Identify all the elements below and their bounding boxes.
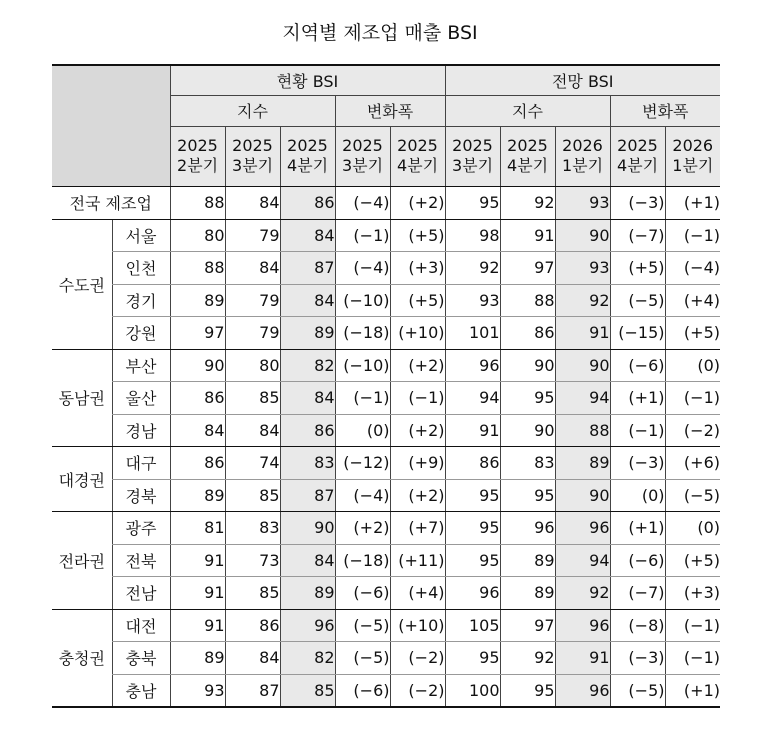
value-cell: (−5) xyxy=(335,642,390,675)
value-cell: 88 xyxy=(555,414,610,447)
value-cell: (+1) xyxy=(665,674,720,707)
value-cell: 84 xyxy=(225,186,280,219)
row-label-national: 전국 제조업 xyxy=(52,186,170,219)
value-cell: (−18) xyxy=(335,317,390,350)
value-cell: (−5) xyxy=(665,479,720,512)
period-header-current-change xyxy=(335,126,390,186)
value-cell: 84 xyxy=(170,414,225,447)
subregion-label: 경남 xyxy=(112,414,170,447)
value-cell: 87 xyxy=(280,252,335,285)
period-header-outlook-index xyxy=(500,126,555,186)
period-quarter: 4분기 xyxy=(616,156,659,175)
value-cell: (−2) xyxy=(390,642,445,675)
value-cell: 86 xyxy=(280,186,335,219)
region-label: 전라권 xyxy=(52,512,112,610)
value-cell: (+7) xyxy=(390,512,445,545)
subregion-label: 경기 xyxy=(112,284,170,317)
value-cell: (−1) xyxy=(335,219,390,252)
value-cell: (+2) xyxy=(390,414,445,447)
value-cell: (+3) xyxy=(665,577,720,610)
region-label: 대경권 xyxy=(52,447,112,512)
value-cell: 92 xyxy=(555,577,610,610)
value-cell: 84 xyxy=(280,382,335,415)
period-header-current-index xyxy=(225,126,280,186)
period-header-current-index xyxy=(280,126,335,186)
subregion-label: 광주 xyxy=(112,512,170,545)
value-cell: (−5) xyxy=(610,284,665,317)
value-cell: 74 xyxy=(225,447,280,480)
value-cell: 96 xyxy=(280,609,335,642)
period-header-outlook-index xyxy=(555,126,610,186)
value-cell: 84 xyxy=(225,642,280,675)
value-cell: 89 xyxy=(500,577,555,610)
table-row xyxy=(52,512,720,545)
value-cell: 79 xyxy=(225,284,280,317)
table-row xyxy=(52,219,720,252)
table-row xyxy=(52,479,720,512)
subregion-label: 서울 xyxy=(112,219,170,252)
period-quarter: 4분기 xyxy=(506,156,549,175)
subregion-label: 대전 xyxy=(112,609,170,642)
value-cell: (+11) xyxy=(390,544,445,577)
value-cell: (−1) xyxy=(335,382,390,415)
period-year: 2025 xyxy=(232,136,273,155)
value-cell: (−18) xyxy=(335,544,390,577)
value-cell: 91 xyxy=(170,577,225,610)
value-cell: (+1) xyxy=(665,186,720,219)
period-quarter: 3분기 xyxy=(341,156,384,175)
value-cell: (−2) xyxy=(390,674,445,707)
header-current: 현황 BSI xyxy=(170,65,445,95)
value-cell: 96 xyxy=(445,349,500,382)
value-cell: (0) xyxy=(335,414,390,447)
period-header-current-index xyxy=(170,126,225,186)
value-cell: (0) xyxy=(665,512,720,545)
value-cell: (−6) xyxy=(610,349,665,382)
value-cell: (−12) xyxy=(335,447,390,480)
value-cell: 96 xyxy=(555,609,610,642)
value-cell: 97 xyxy=(170,317,225,350)
value-cell: (+9) xyxy=(390,447,445,480)
value-cell: 83 xyxy=(225,512,280,545)
table-row xyxy=(52,447,720,480)
subregion-label: 대구 xyxy=(112,447,170,480)
value-cell: 93 xyxy=(555,252,610,285)
value-cell: 97 xyxy=(500,609,555,642)
value-cell: 82 xyxy=(280,349,335,382)
value-cell: 91 xyxy=(445,414,500,447)
value-cell: 91 xyxy=(555,317,610,350)
value-cell: 83 xyxy=(500,447,555,480)
value-cell: (−4) xyxy=(335,252,390,285)
value-cell: 95 xyxy=(445,642,500,675)
value-cell: 85 xyxy=(225,479,280,512)
subregion-label: 전남 xyxy=(112,577,170,610)
value-cell: 84 xyxy=(280,544,335,577)
value-cell: (−3) xyxy=(610,447,665,480)
value-cell: (−3) xyxy=(610,186,665,219)
value-cell: 92 xyxy=(445,252,500,285)
value-cell: (−6) xyxy=(335,577,390,610)
value-cell: (−15) xyxy=(610,317,665,350)
value-cell: 73 xyxy=(225,544,280,577)
table-row-national xyxy=(52,186,720,219)
value-cell: 88 xyxy=(500,284,555,317)
value-cell: 84 xyxy=(225,414,280,447)
value-cell: (−4) xyxy=(335,479,390,512)
value-cell: 93 xyxy=(445,284,500,317)
table-row xyxy=(52,317,720,350)
value-cell: (+10) xyxy=(390,609,445,642)
period-header-outlook-index xyxy=(445,126,500,186)
value-cell: (−8) xyxy=(610,609,665,642)
value-cell: 88 xyxy=(170,186,225,219)
value-cell: 95 xyxy=(500,479,555,512)
value-cell: (−1) xyxy=(665,219,720,252)
header-outlook: 전망 BSI xyxy=(445,65,720,95)
value-cell: (0) xyxy=(665,349,720,382)
period-quarter: 2분기 xyxy=(176,156,219,175)
value-cell: 83 xyxy=(280,447,335,480)
value-cell: 93 xyxy=(170,674,225,707)
value-cell: 80 xyxy=(225,349,280,382)
table-row xyxy=(52,577,720,610)
value-cell: (+4) xyxy=(390,577,445,610)
value-cell: 93 xyxy=(555,186,610,219)
value-cell: 96 xyxy=(555,512,610,545)
value-cell: 81 xyxy=(170,512,225,545)
value-cell: 86 xyxy=(225,609,280,642)
value-cell: (−5) xyxy=(335,609,390,642)
value-cell: (−7) xyxy=(610,577,665,610)
value-cell: 84 xyxy=(280,284,335,317)
value-cell: 90 xyxy=(500,349,555,382)
subregion-label: 인천 xyxy=(112,252,170,285)
table-row xyxy=(52,349,720,382)
header-outlook-change: 변화폭 xyxy=(610,95,720,126)
value-cell: (+2) xyxy=(390,479,445,512)
value-cell: 95 xyxy=(445,512,500,545)
value-cell: 89 xyxy=(170,642,225,675)
value-cell: 89 xyxy=(280,577,335,610)
value-cell: 79 xyxy=(225,317,280,350)
value-cell: (0) xyxy=(610,479,665,512)
period-quarter: 4분기 xyxy=(286,156,329,175)
region-label: 수도권 xyxy=(52,219,112,349)
value-cell: 89 xyxy=(555,447,610,480)
value-cell: (+5) xyxy=(665,544,720,577)
subregion-label: 충남 xyxy=(112,674,170,707)
value-cell: (−4) xyxy=(335,186,390,219)
period-header-outlook-change xyxy=(665,126,720,186)
value-cell: 84 xyxy=(280,219,335,252)
value-cell: 96 xyxy=(555,674,610,707)
value-cell: 86 xyxy=(445,447,500,480)
value-cell: 101 xyxy=(445,317,500,350)
period-year: 2025 xyxy=(452,136,493,155)
value-cell: 98 xyxy=(445,219,500,252)
value-cell: 96 xyxy=(500,512,555,545)
period-quarter: 1분기 xyxy=(561,156,604,175)
value-cell: 91 xyxy=(170,609,225,642)
value-cell: 90 xyxy=(555,349,610,382)
table-row xyxy=(52,674,720,707)
value-cell: 85 xyxy=(280,674,335,707)
value-cell: (−6) xyxy=(610,544,665,577)
value-cell: (−3) xyxy=(610,642,665,675)
value-cell: (−10) xyxy=(335,349,390,382)
value-cell: 95 xyxy=(445,479,500,512)
value-cell: (+5) xyxy=(610,252,665,285)
subregion-label: 경북 xyxy=(112,479,170,512)
header-current-change: 변화폭 xyxy=(335,95,445,126)
period-quarter: 1분기 xyxy=(672,156,714,175)
value-cell: (−10) xyxy=(335,284,390,317)
table-row xyxy=(52,252,720,285)
value-cell: 85 xyxy=(225,382,280,415)
value-cell: 86 xyxy=(170,382,225,415)
value-cell: (−1) xyxy=(390,382,445,415)
period-year: 2025 xyxy=(177,136,218,155)
value-cell: 95 xyxy=(445,544,500,577)
value-cell: 87 xyxy=(280,479,335,512)
value-cell: 95 xyxy=(500,382,555,415)
value-cell: 105 xyxy=(445,609,500,642)
period-year: 2025 xyxy=(287,136,328,155)
value-cell: 92 xyxy=(555,284,610,317)
value-cell: (−1) xyxy=(665,609,720,642)
value-cell: (−1) xyxy=(610,414,665,447)
value-cell: (+10) xyxy=(390,317,445,350)
value-cell: (+5) xyxy=(390,219,445,252)
value-cell: (+3) xyxy=(390,252,445,285)
value-cell: 88 xyxy=(170,252,225,285)
subregion-label: 전북 xyxy=(112,544,170,577)
period-year: 2025 xyxy=(342,136,383,155)
subregion-label: 충북 xyxy=(112,642,170,675)
value-cell: 89 xyxy=(280,317,335,350)
value-cell: (−4) xyxy=(665,252,720,285)
value-cell: 85 xyxy=(225,577,280,610)
table-title: 지역별 제조업 매출 BSI xyxy=(282,22,478,44)
value-cell: 91 xyxy=(555,642,610,675)
period-year: 2025 xyxy=(507,136,548,155)
value-cell: (+1) xyxy=(610,512,665,545)
period-year: 2025 xyxy=(397,136,438,155)
value-cell: 86 xyxy=(170,447,225,480)
value-cell: (+2) xyxy=(390,349,445,382)
period-quarter: 4분기 xyxy=(396,156,439,175)
table-row xyxy=(52,544,720,577)
header-outlook-index: 지수 xyxy=(445,95,610,126)
value-cell: (+5) xyxy=(390,284,445,317)
value-cell: 92 xyxy=(500,642,555,675)
value-cell: (−1) xyxy=(665,382,720,415)
period-year: 2025 xyxy=(617,136,658,155)
value-cell: 89 xyxy=(500,544,555,577)
table-row xyxy=(52,609,720,642)
subregion-label: 강원 xyxy=(112,317,170,350)
value-cell: 90 xyxy=(555,219,610,252)
value-cell: (+1) xyxy=(610,382,665,415)
value-cell: 90 xyxy=(555,479,610,512)
period-header-current-change xyxy=(390,126,445,186)
region-label: 충청권 xyxy=(52,609,112,707)
value-cell: (−5) xyxy=(610,674,665,707)
table-row xyxy=(52,642,720,675)
value-cell: (−6) xyxy=(335,674,390,707)
period-header-outlook-change xyxy=(610,126,665,186)
table-row xyxy=(52,414,720,447)
value-cell: (−7) xyxy=(610,219,665,252)
subregion-label: 울산 xyxy=(112,382,170,415)
subregion-label: 부산 xyxy=(112,349,170,382)
region-label: 동남권 xyxy=(52,349,112,447)
value-cell: (+2) xyxy=(390,186,445,219)
value-cell: 94 xyxy=(555,544,610,577)
period-quarter: 3분기 xyxy=(451,156,494,175)
value-cell: 97 xyxy=(500,252,555,285)
bsi-table xyxy=(52,64,720,708)
value-cell: 89 xyxy=(170,284,225,317)
value-cell: 82 xyxy=(280,642,335,675)
value-cell: 80 xyxy=(170,219,225,252)
value-cell: 86 xyxy=(500,317,555,350)
period-year: 2026 xyxy=(562,136,603,155)
value-cell: 90 xyxy=(500,414,555,447)
value-cell: 100 xyxy=(445,674,500,707)
value-cell: 89 xyxy=(170,479,225,512)
header-current-index: 지수 xyxy=(170,95,335,126)
period-year: 2026 xyxy=(672,136,714,155)
value-cell: (+5) xyxy=(665,317,720,350)
period-quarter: 3분기 xyxy=(231,156,274,175)
value-cell: (−1) xyxy=(665,642,720,675)
value-cell: (+2) xyxy=(335,512,390,545)
value-cell: 86 xyxy=(280,414,335,447)
value-cell: 92 xyxy=(500,186,555,219)
value-cell: 79 xyxy=(225,219,280,252)
value-cell: 84 xyxy=(225,252,280,285)
value-cell: 90 xyxy=(280,512,335,545)
value-cell: (+6) xyxy=(665,447,720,480)
value-cell: 91 xyxy=(500,219,555,252)
header-corner xyxy=(52,65,170,186)
value-cell: (−2) xyxy=(665,414,720,447)
value-cell: 94 xyxy=(445,382,500,415)
value-cell: 87 xyxy=(225,674,280,707)
value-cell: 91 xyxy=(170,544,225,577)
value-cell: 94 xyxy=(555,382,610,415)
value-cell: 96 xyxy=(445,577,500,610)
table-row xyxy=(52,382,720,415)
value-cell: (+4) xyxy=(665,284,720,317)
value-cell: 95 xyxy=(445,186,500,219)
table-row xyxy=(52,284,720,317)
value-cell: 90 xyxy=(170,349,225,382)
value-cell: 95 xyxy=(500,674,555,707)
